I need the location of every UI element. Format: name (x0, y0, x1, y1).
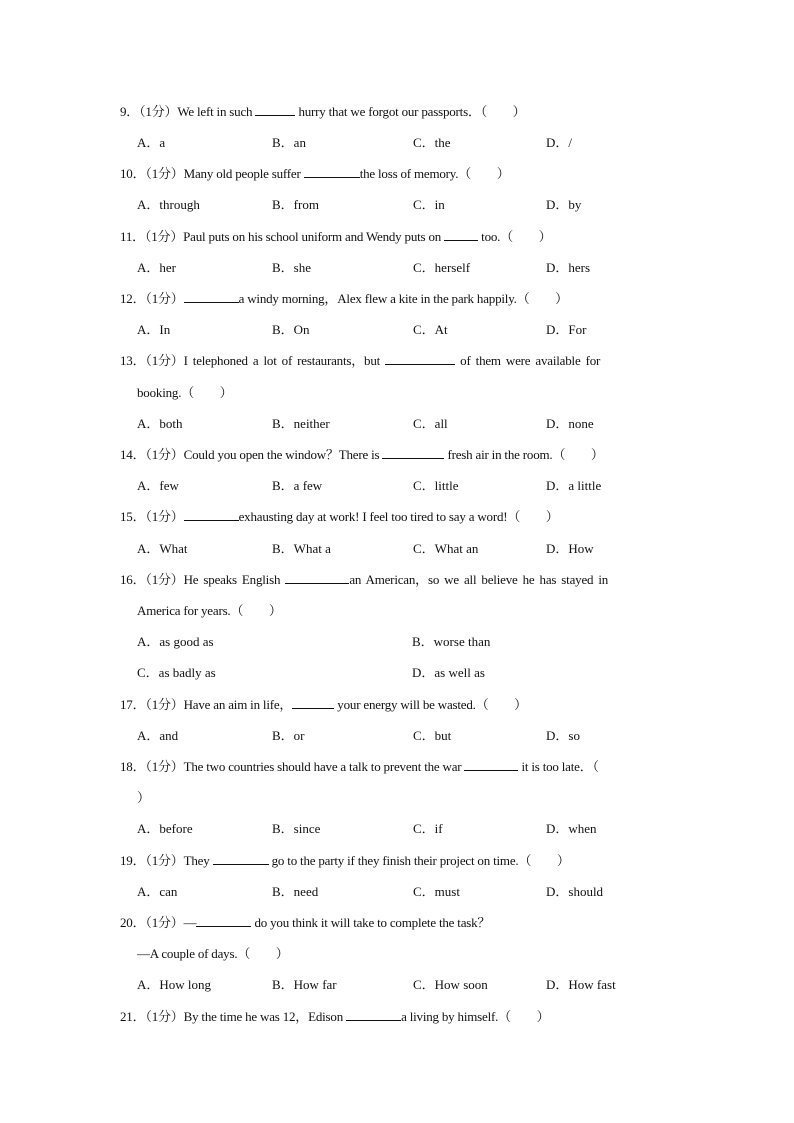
option-d[interactable]: D．should (546, 884, 604, 899)
question-score: （1分） (139, 104, 178, 119)
question-text-post: of them were available for (455, 353, 601, 368)
option-a[interactable]: A．her (137, 260, 176, 275)
question-18-continued: ） (137, 790, 150, 805)
answer-blank (464, 759, 518, 771)
question-text-post: hurry that we forgot our passports．（ ） (295, 104, 526, 119)
options-13 (137, 416, 697, 432)
options-16-row2 (137, 665, 697, 681)
answer-blank (382, 447, 444, 459)
option-c[interactable]: C．At (413, 322, 448, 337)
question-text-pre: I telephoned a lot of restaurants，but (183, 353, 386, 368)
option-c[interactable]: C．little (413, 478, 459, 493)
answer-blank (385, 353, 455, 365)
option-d[interactable]: D．by (546, 197, 582, 212)
question-score: （1分） (145, 353, 184, 368)
question-text-post: your energy will be wasted.（ ） (334, 697, 527, 712)
question-12 (120, 291, 680, 307)
question-13 (120, 353, 680, 369)
question-text-pre: The two countries should have a talk to prevent the war (183, 759, 465, 774)
option-a[interactable]: A．before (137, 821, 193, 836)
options-17 (137, 728, 697, 744)
answer-blank (184, 509, 239, 521)
question-11 (120, 229, 680, 245)
options-10 (137, 197, 697, 213)
answer-blank (292, 697, 334, 709)
options-16-row1 (137, 634, 697, 650)
option-c[interactable]: C．the (413, 135, 451, 150)
options-20 (137, 977, 697, 993)
question-score: （1分） (145, 697, 184, 712)
answer-blank (213, 853, 269, 865)
option-a[interactable]: A．can (137, 884, 178, 899)
option-b[interactable]: B．or (272, 728, 305, 743)
question-score: （1分） (145, 915, 184, 930)
question-14 (120, 447, 680, 463)
question-score: （1分） (145, 853, 184, 868)
question-text-pre: He speaks English (183, 572, 286, 587)
options-11 (137, 260, 697, 276)
option-c[interactable]: C．if (413, 821, 443, 836)
answer-blank (346, 1009, 401, 1021)
question-text-post: an American，so we all believe he has stayed in (349, 572, 609, 587)
question-15 (120, 509, 680, 525)
question-number: 13． (120, 353, 146, 368)
option-b[interactable]: B．need (272, 884, 319, 899)
option-a[interactable]: A．both (137, 416, 183, 431)
options-9 (137, 135, 697, 151)
question-number: 19． (120, 853, 146, 868)
option-d[interactable]: D．/ (546, 135, 573, 150)
question-score: （1分） (144, 229, 184, 244)
question-score: （1分） (145, 572, 184, 587)
option-b[interactable]: B．from (272, 197, 319, 212)
options-12 (137, 322, 697, 338)
question-score: （1分） (145, 166, 184, 181)
question-text-post: the loss of memory.（ ） (359, 166, 510, 181)
question-9 (120, 104, 680, 120)
option-b[interactable]: B．she (272, 260, 312, 275)
answer-blank (285, 572, 349, 584)
question-text-pre: Many old people suffer (183, 166, 304, 181)
question-number: 10． (120, 166, 146, 181)
option-a[interactable]: A．and (137, 728, 179, 743)
question-text-post: exhausting day at work! I feel too tired to say a word!（ ） (238, 509, 559, 524)
option-c[interactable]: C．but (413, 728, 452, 743)
option-a[interactable]: A．a (137, 135, 166, 150)
question-text-pre: Have an aim in life， (183, 697, 293, 712)
question-16-continued: America for years.（ ） (137, 603, 282, 618)
question-text-pre: Paul puts on his school uniform and Wendy puts on (183, 229, 445, 244)
option-b[interactable]: B．What a (272, 541, 331, 556)
option-c[interactable]: C．How soon (413, 977, 488, 992)
question-21 (120, 1009, 680, 1025)
option-d[interactable]: D．a little (546, 478, 602, 493)
option-b[interactable]: B．How far (272, 977, 337, 992)
options-14 (137, 478, 697, 494)
question-number: 12． (120, 291, 146, 306)
answer-blank (255, 104, 295, 116)
question-20-continued: —A couple of days.（ ） (137, 946, 289, 961)
question-score: （1分） (145, 291, 184, 306)
question-number: 9． (120, 104, 140, 119)
option-d[interactable]: D．For (546, 322, 587, 337)
option-d[interactable]: D．hers (546, 260, 591, 275)
option-c[interactable]: C．What an (413, 541, 479, 556)
answer-blank (184, 291, 239, 303)
option-d[interactable]: D．as well as (412, 665, 485, 680)
question-text-pre: Could you open the window？There is (183, 447, 383, 462)
question-score: （1分） (145, 509, 184, 524)
answer-blank (196, 915, 251, 927)
option-d[interactable]: D．How (546, 541, 594, 556)
question-score: （1分） (145, 759, 184, 774)
question-score: （1分） (145, 1009, 184, 1024)
question-19 (120, 853, 680, 869)
option-b[interactable]: B．neither (272, 416, 330, 431)
option-a[interactable]: A．What (137, 541, 188, 556)
answer-blank (444, 229, 478, 241)
option-a[interactable]: A．as good as (137, 634, 214, 649)
option-c[interactable]: C．in (413, 197, 445, 212)
option-c[interactable]: C．herself (413, 260, 471, 275)
question-10 (120, 166, 680, 182)
option-a[interactable]: A．through (137, 197, 200, 212)
option-b[interactable]: B．a few (272, 478, 323, 493)
options-19 (137, 884, 697, 900)
option-b[interactable]: B．worse than (412, 634, 491, 649)
question-number: 21． (120, 1009, 146, 1024)
question-text-pre: They (183, 853, 213, 868)
question-13-continued: booking.（ ） (137, 385, 233, 400)
question-17 (120, 697, 680, 713)
question-number: 14． (120, 447, 146, 462)
question-score: （1分） (145, 447, 184, 462)
question-text-post: a windy morning，Alex flew a kite in the park happily.（ ） (238, 291, 568, 306)
question-text-post: it is too late．（ (518, 759, 599, 774)
option-c[interactable]: C．all (413, 416, 448, 431)
question-number: 17． (120, 697, 146, 712)
option-b[interactable]: B．an (272, 135, 306, 150)
question-number: 15． (120, 509, 146, 524)
question-text-post: a living by himself.（ ） (401, 1009, 550, 1024)
question-text-pre: By the time he was 12，Edison (183, 1009, 347, 1024)
question-16 (120, 572, 680, 588)
question-number: 20． (120, 915, 146, 930)
question-18 (120, 759, 680, 775)
question-number: 18． (120, 759, 146, 774)
option-d[interactable]: D．so (546, 728, 580, 743)
question-text-post: do you think it will take to complete the task？ (251, 915, 491, 930)
question-20 (120, 915, 680, 931)
option-b[interactable]: B．On (272, 322, 310, 337)
question-text-post: too.（ ） (478, 229, 552, 244)
options-15 (137, 541, 697, 557)
option-d[interactable]: D．How fast (546, 977, 616, 992)
option-a[interactable]: A．In (137, 322, 171, 337)
answer-blank (304, 166, 360, 178)
option-d[interactable]: D．when (546, 821, 597, 836)
question-number: 11． (120, 229, 145, 244)
question-text-post: go to the party if they finish their project on time.（ ） (268, 853, 570, 868)
options-18 (137, 821, 697, 837)
question-text-pre: — (183, 915, 197, 930)
option-c[interactable]: C．must (413, 884, 460, 899)
option-b[interactable]: B．since (272, 821, 321, 836)
question-number: 16． (120, 572, 146, 587)
question-text-pre: We left in such (177, 104, 256, 119)
option-a[interactable]: A．few (137, 478, 179, 493)
option-c[interactable]: C．as badly as (137, 665, 216, 680)
option-d[interactable]: D．none (546, 416, 594, 431)
option-a[interactable]: A．How long (137, 977, 212, 992)
question-text-post: fresh air in the room.（ ） (444, 447, 604, 462)
